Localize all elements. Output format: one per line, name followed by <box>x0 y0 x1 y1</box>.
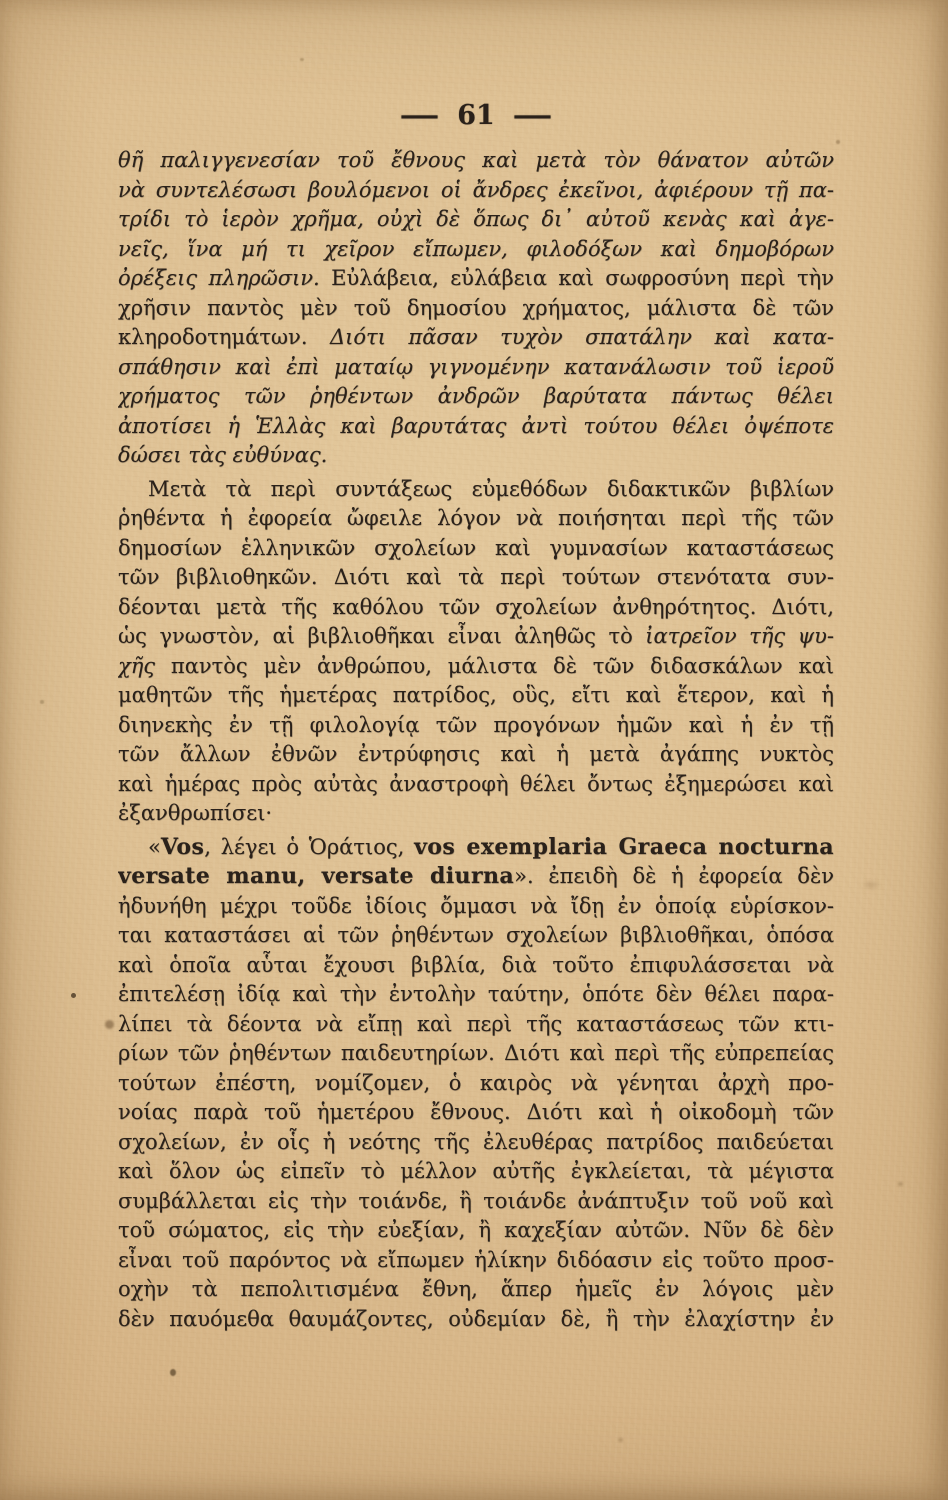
body-text: « <box>148 834 161 859</box>
text-line <box>118 1216 834 1246</box>
body-text: ῥηθέντα ἡ ἐφορεία ὤφειλε λόγον νὰ ποιήσηται περὶ τῆς τῶν <box>118 506 834 530</box>
paper-speck <box>898 1182 903 1186</box>
paper-speck <box>836 140 840 144</box>
emphasized-text: σπάθησιν καὶ ἐπὶ ματαίῳ γιγνομένην κατανάλωσιν τοῦ ἱεροῦ <box>118 354 834 379</box>
text-line <box>118 980 834 1010</box>
text-line <box>118 441 834 471</box>
emphasized-text: χρήματος τῶν ῥηθέντων ἀνδρῶν βαρύτατα πάντως θέλει <box>118 384 834 408</box>
emphasized-text: τρίδι τὸ ἱερὸν χρῆμα, οὐχὶ δὲ ὅπως δι᾽ αὐτοῦ κενὰς καὶ ἀγε- <box>118 207 834 231</box>
text-line <box>118 146 834 176</box>
body-text: νοίας παρὰ τοῦ ἡμετέρου ἔθνους. Διότι καὶ ἡ οἰκοδομὴ τῶν <box>118 1100 834 1124</box>
text-line <box>118 1187 834 1217</box>
emphasized-text: νὰ συντελέσωσι βουλόμενοι οἱ ἄνδρες ἐκεῖνοι, ἀφιέρουν τῇ πα- <box>118 177 834 202</box>
paper-speck <box>71 993 76 998</box>
text-line <box>118 294 834 324</box>
body-text: Μετὰ τὰ περὶ συντάξεως εὐμεθόδων διδακτικῶν βιβλίων <box>148 476 834 501</box>
paper-speck <box>300 58 304 61</box>
body-text: δὲν παυόμεθα θαυμάζοντες, οὐδεμίαν δὲ, ἢ τὴν ἐλαχίστην ἐν <box>118 1306 834 1331</box>
emphasized-text: νεῖς, ἵνα μή τι χεῖρον εἴπωμεν, φιλοδόξων καὶ δημοβόρων <box>118 236 834 261</box>
emphasized-text: χῆς <box>118 653 156 678</box>
text-line <box>118 563 834 593</box>
paper-speck <box>105 1020 114 1029</box>
body-text: καὶ ἡμέρας πρὸς αὐτὰς ἀναστροφὴ θέλει ὄντως ἐξημερώσει καὶ <box>118 771 834 796</box>
body-text: Εὐλάβεια, εὐλάβεια καὶ σωφροσύνη περὶ τὴν <box>319 266 834 290</box>
text-column <box>118 146 834 1334</box>
body-text: ται καταστάσει αἱ τῶν ῥηθέντων σχολείων βιβλιοθῆκαι, ὁπόσα <box>118 923 834 947</box>
text-line <box>118 264 834 294</box>
body-text: , λέγει ὁ Ὁράτιος, <box>204 834 415 859</box>
body-text: ἐπιτελέσῃ ἰδίᾳ καὶ τὴν ἐντολὴν ταύτην, ὁπότε δὲν θέλει παρα- <box>118 982 834 1006</box>
body-text: μαθητῶν τῆς ἡμετέρας πατρίδος, οὓς, εἴτι καὶ ἕτερον, καὶ ἡ <box>118 683 834 707</box>
text-line <box>118 1305 834 1335</box>
text-line <box>118 622 834 652</box>
body-text: ἐξανθρωπίσει· <box>118 801 273 825</box>
text-line <box>118 652 834 682</box>
text-line <box>118 892 834 922</box>
paragraph <box>118 146 834 471</box>
latin-quote-text: Vos <box>160 833 205 860</box>
body-text: ἠδυνήθη μέχρι τοῦδε ἰδίοις ὄμμασι νὰ ἴδῃ ἐν ὁποίᾳ εὑρίσκον- <box>118 893 834 918</box>
text-line <box>118 799 834 829</box>
body-text: λίπει τὰ δέοντα νὰ εἴπῃ καὶ περὶ τῆς καταστάσεως τῶν κτι- <box>118 1011 834 1036</box>
text-line <box>118 412 834 442</box>
body-text: ὡς γνωστὸν, αἱ βιβλιοθῆκαι εἶναι ἀληθῶς τὸ <box>118 624 646 648</box>
body-text: παντὸς μὲν ἀνθρώπου, μάλιστα δὲ τῶν διδασκάλων καὶ <box>155 653 834 678</box>
body-text: διηνεκὴς ἐν τῇ φιλολογίᾳ τῶν προγόνων ἡμῶν καὶ ἡ ἐν τῇ <box>118 712 834 737</box>
text-line <box>118 681 834 711</box>
body-text: τῶν ἄλλων ἐθνῶν ἐντρύφησις καὶ ἡ μετὰ ἀγάπης νυκτὸς <box>118 742 834 766</box>
text-line <box>118 1098 834 1128</box>
page-number: 61 <box>457 100 495 131</box>
paragraph <box>118 833 834 1335</box>
paper-speck <box>170 1369 176 1376</box>
text-line <box>118 1246 834 1276</box>
text-line <box>118 711 834 741</box>
text-line <box>118 593 834 623</box>
text-line <box>118 1039 834 1069</box>
text-line <box>118 176 834 206</box>
text-line <box>118 504 834 534</box>
body-text: καὶ ὅλον ὡς εἰπεῖν τὸ μέλλον αὐτῆς ἐγκλείεται, τὰ μέγιστα <box>118 1159 834 1183</box>
text-line <box>118 1275 834 1305</box>
paragraph <box>118 475 834 829</box>
emphasized-text: θῆ παλιγγενεσίαν τοῦ ἔθνους καὶ μετὰ τὸν θάνατον αὐτῶν <box>118 148 834 172</box>
text-line <box>118 1010 834 1040</box>
body-text: δημοσίων ἑλληνικῶν σχολείων καὶ γυμνασίων καταστάσεως <box>118 535 834 560</box>
header-dash-left: — <box>399 100 440 131</box>
paper-speck <box>864 882 878 888</box>
text-line <box>118 921 834 951</box>
emphasized-text: ἰατρεῖον τῆς ψυ- <box>645 624 834 648</box>
body-text: οχὴν τὰ πεπολιτισμένα ἔθνη, ἅπερ ἡμεῖς ἐν λόγοις μὲν <box>118 1277 834 1301</box>
body-text: σχολείων, ἐν οἷς ἡ νεότης τῆς ἐλευθέρας πατρίδος παιδεύεται <box>118 1129 834 1154</box>
text-line <box>118 770 834 800</box>
body-text: ρίων τῶν ῥηθέντων παιδευτηρίων. Διότι καὶ περὶ τῆς εὐπρεπείας <box>118 1041 834 1065</box>
latin-quote-text: versate manu, versate diurna <box>118 863 515 889</box>
body-text: τούτων ἐπέστη, νομίζομεν, ὁ καιρὸς νὰ γένηται ἀρχὴ προ- <box>118 1070 834 1095</box>
body-text: καὶ ὁποῖα αὗται ἔχουσι βιβλία, διὰ τοῦτο ἐπιφυλάσσεται νὰ <box>118 952 834 977</box>
paper-speck <box>40 700 44 704</box>
text-line <box>118 205 834 235</box>
body-text: χρῆσιν παντὸς μὲν τοῦ δημοσίου χρήματος, μάλιστα δὲ τῶν <box>118 295 834 320</box>
text-line <box>118 740 834 770</box>
header-dash-right: — <box>512 100 553 131</box>
body-text: συμβάλλεται εἰς τὴν τοιάνδε, ἢ τοιάνδε ἀνάπτυξιν τοῦ νοῦ καὶ <box>118 1188 834 1213</box>
body-text: τοῦ σώματος, εἰς τὴν εὐεξίαν, ἢ καχεξίαν αὐτῶν. Νῦν δὲ δὲν <box>118 1218 834 1242</box>
text-line <box>118 235 834 265</box>
body-text: κληροδοτημάτων. <box>118 325 331 349</box>
emphasized-text: ἀποτίσει ἡ Ἑλλὰς καὶ βαρυτάτας ἀντὶ τούτου θέλει ὀψέποτε <box>118 413 834 438</box>
text-line <box>118 382 834 412</box>
text-line <box>118 1128 834 1158</box>
emphasized-text: ὀρέξεις πληρῶσιν. <box>118 266 320 290</box>
latin-quote-text: vos exemplaria Graeca nocturna <box>414 833 834 860</box>
emphasized-text: δώσει τὰς εὐθύνας. <box>118 443 328 467</box>
body-text: ». ἐπειδὴ δὲ ἡ ἐφορεία δὲν <box>514 864 834 888</box>
text-line <box>118 534 834 564</box>
text-line <box>118 862 834 892</box>
body-text: εἶναι τοῦ παρόντος νὰ εἴπωμεν ἡλίκην διδόασιν εἰς τοῦτο προσ- <box>118 1247 834 1272</box>
paper-speck <box>618 1438 623 1442</box>
emphasized-text: Διότι πᾶσαν τυχὸν σπατάλην καὶ κατα- <box>330 325 834 349</box>
text-line <box>118 833 834 863</box>
text-line <box>118 951 834 981</box>
text-line <box>118 475 834 505</box>
text-line <box>118 323 834 353</box>
page-header <box>118 100 834 131</box>
body-text: δέονται μετὰ τῆς καθόλου τῶν σχολείων ἀνθηρότητος. Διότι, <box>118 594 834 619</box>
text-line <box>118 1157 834 1187</box>
text-line <box>118 1069 834 1099</box>
text-line <box>118 353 834 383</box>
body-text: τῶν βιβλιοθηκῶν. Διότι καὶ τὰ περὶ τούτων στενότατα συν- <box>118 565 834 589</box>
